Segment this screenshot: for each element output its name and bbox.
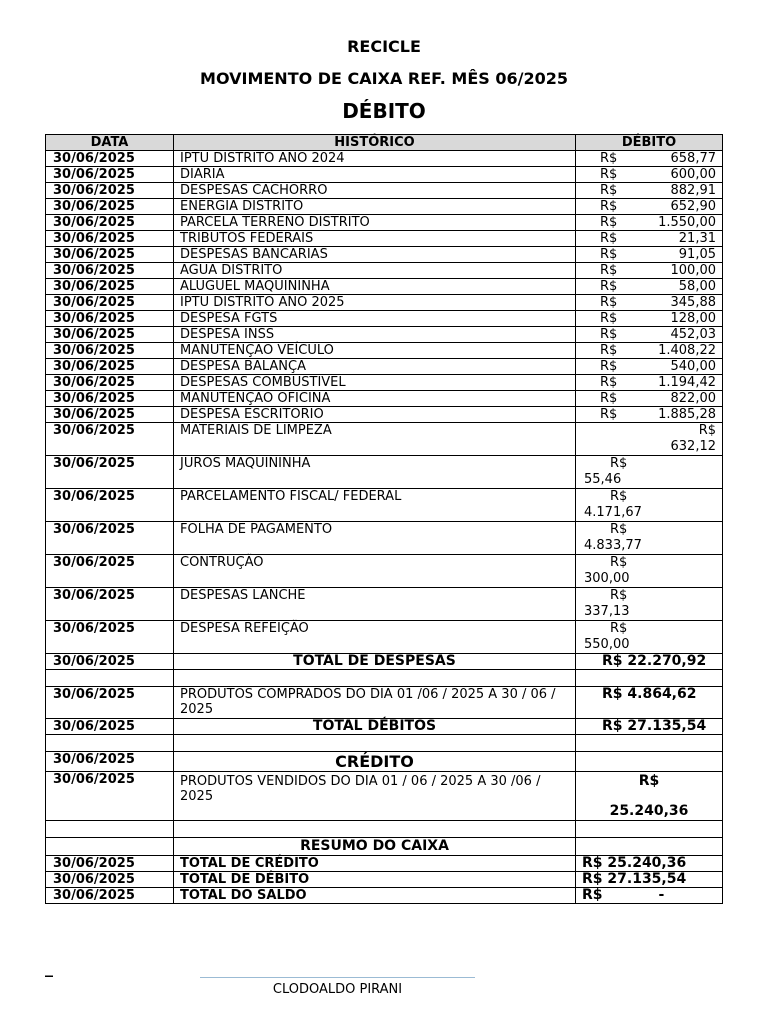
document-subtitle: MOVIMENTO DE CAIXA REF. MÊS 06/2025 bbox=[200, 69, 568, 88]
currency-symbol: R$ bbox=[610, 621, 628, 636]
products-bought-row bbox=[46, 687, 723, 719]
row-date: 30/06/2025 bbox=[46, 489, 174, 522]
row-date: 30/06/2025 bbox=[46, 375, 174, 391]
credit-title: CRÉDITO bbox=[174, 752, 576, 772]
empty-cell bbox=[46, 821, 174, 838]
row-description: DESPESAS BANCARIAS bbox=[174, 247, 576, 263]
row-amount-cell bbox=[576, 231, 723, 247]
table-row bbox=[46, 555, 723, 588]
currency-symbol: R$ bbox=[600, 327, 618, 342]
table-row bbox=[46, 199, 723, 215]
row-date: 30/06/2025 bbox=[46, 872, 174, 888]
amount-value: 658,77 bbox=[670, 151, 716, 166]
amount-value: 25.240,36 bbox=[609, 803, 689, 819]
row-amount-cell bbox=[576, 279, 723, 295]
empty-cell bbox=[46, 670, 174, 687]
summary-row bbox=[46, 888, 723, 904]
row-description: DESPESAS CACHORRO bbox=[174, 183, 576, 199]
row-description: MANUTENÇAO OFICINA bbox=[174, 391, 576, 407]
row-description: DESPESAS COMBUSTIVEL bbox=[174, 375, 576, 391]
amount-value: 100,00 bbox=[670, 263, 716, 278]
row-description: AGUA DISTRITO bbox=[174, 263, 576, 279]
currency-symbol: R$ bbox=[582, 887, 603, 903]
row-date: 30/06/2025 bbox=[46, 772, 174, 821]
amount bbox=[582, 199, 716, 214]
row-description: JUROS MAQUININHA bbox=[174, 456, 576, 489]
amount-value: 128,00 bbox=[670, 311, 716, 326]
amount-value: 337,13 bbox=[584, 604, 630, 619]
row-description: TRIBUTOS FEDERAIS bbox=[174, 231, 576, 247]
currency-symbol: R$ bbox=[600, 343, 618, 358]
total-debits-row-label: TOTAL DÉBITOS bbox=[174, 719, 576, 735]
amount bbox=[582, 279, 716, 294]
row-amount-cell bbox=[576, 311, 723, 327]
currency-symbol: R$ bbox=[698, 423, 716, 438]
amount bbox=[582, 247, 716, 262]
table-row bbox=[46, 215, 723, 231]
currency-symbol: R$ bbox=[610, 489, 628, 504]
row-description: MANUTENÇAO VEÍCULO bbox=[174, 343, 576, 359]
row-description: ENERGIA DISTRITO bbox=[174, 199, 576, 215]
amount bbox=[582, 391, 716, 406]
column-header-debit: DÉBITO bbox=[576, 135, 723, 151]
amount-value: 540,00 bbox=[670, 359, 716, 374]
currency-symbol: R$ bbox=[600, 311, 618, 326]
row-amount-cell bbox=[576, 247, 723, 263]
amount-value: 1.550,00 bbox=[658, 215, 716, 230]
row-date: 30/06/2025 bbox=[46, 522, 174, 555]
table-row bbox=[46, 522, 723, 555]
summary-label: TOTAL DE CRÉDITO bbox=[174, 856, 576, 872]
table-row bbox=[46, 279, 723, 295]
table-row bbox=[46, 391, 723, 407]
row-amount-cell bbox=[576, 489, 723, 522]
row-description: DESPESA ESCRITORIO bbox=[174, 407, 576, 423]
empty-cell bbox=[576, 752, 723, 772]
amount bbox=[582, 215, 716, 230]
row-date: 30/06/2025 bbox=[46, 311, 174, 327]
currency-symbol: R$ bbox=[600, 407, 618, 422]
spacer-row bbox=[46, 735, 723, 752]
table-row bbox=[46, 343, 723, 359]
row-date: 30/06/2025 bbox=[46, 263, 174, 279]
empty-cell bbox=[174, 670, 576, 687]
row-description: DIARIA bbox=[174, 167, 576, 183]
empty-cell bbox=[174, 821, 576, 838]
products-bought-value: R$ 4.864,62 bbox=[576, 687, 723, 719]
amount-value: 4.833,77 bbox=[584, 538, 642, 553]
row-amount-cell bbox=[576, 263, 723, 279]
amount-value: 882,91 bbox=[670, 183, 716, 198]
footer-dash: _ bbox=[45, 958, 53, 977]
summary-label: TOTAL DE DÉBITO bbox=[174, 872, 576, 888]
row-amount-cell bbox=[576, 359, 723, 375]
table-row bbox=[46, 247, 723, 263]
amount-value: 1.194,42 bbox=[658, 375, 716, 390]
currency-symbol: R$ bbox=[600, 295, 618, 310]
credit-header-row bbox=[46, 752, 723, 772]
amount-value: 4.171,67 bbox=[584, 505, 642, 520]
amount-value: 1.885,28 bbox=[658, 407, 716, 422]
amount-value: - bbox=[658, 887, 665, 903]
table-row bbox=[46, 231, 723, 247]
row-date: 30/06/2025 bbox=[46, 588, 174, 621]
table-row bbox=[46, 423, 723, 456]
row-amount-cell bbox=[576, 167, 723, 183]
summary-value-cell: R$ 25.240,36 bbox=[576, 856, 723, 872]
empty-cell bbox=[576, 735, 723, 752]
row-date: 30/06/2025 bbox=[46, 359, 174, 375]
amount-value: 91,05 bbox=[678, 247, 716, 262]
currency-symbol: R$ bbox=[600, 231, 618, 246]
row-date: 30/06/2025 bbox=[46, 215, 174, 231]
currency-symbol: R$ bbox=[638, 773, 660, 789]
empty-cell bbox=[576, 670, 723, 687]
total-debits-row bbox=[46, 719, 723, 735]
amount-value: 632,12 bbox=[670, 439, 716, 454]
row-description: IPTU DISTRITO ANO 2024 bbox=[174, 151, 576, 167]
currency-symbol: R$ bbox=[610, 456, 628, 471]
row-description: MATERIAIS DE LIMPEZA bbox=[174, 423, 576, 456]
amount-value: 300,00 bbox=[584, 571, 630, 586]
summary-value-cell: R$ 27.135,54 bbox=[576, 872, 723, 888]
cash-movement-table bbox=[45, 134, 723, 904]
column-header-date: DATA bbox=[46, 135, 174, 151]
empty-cell bbox=[46, 735, 174, 752]
table-row bbox=[46, 489, 723, 522]
row-description: ALUGUEL MAQUININHA bbox=[174, 279, 576, 295]
row-description: DESPESA BALANÇA bbox=[174, 359, 576, 375]
currency-symbol: R$ bbox=[610, 588, 628, 603]
summary-header-row bbox=[46, 838, 723, 856]
row-amount-cell bbox=[576, 151, 723, 167]
amount bbox=[582, 151, 716, 166]
amount-value: 55,46 bbox=[584, 472, 622, 487]
row-description: PARCELA TERRENO DISTRITO bbox=[174, 215, 576, 231]
currency-symbol: R$ bbox=[600, 391, 618, 406]
spacer-row bbox=[46, 821, 723, 838]
row-amount-cell bbox=[576, 215, 723, 231]
column-header-history: HISTÓRICO bbox=[174, 135, 576, 151]
total-expenses-row-value: R$ 22.270,92 bbox=[576, 654, 723, 670]
amount-value: 600,00 bbox=[670, 167, 716, 182]
table-row bbox=[46, 167, 723, 183]
row-date: 30/06/2025 bbox=[46, 231, 174, 247]
row-date: 30/06/2025 bbox=[46, 555, 174, 588]
row-description: PRODUTOS VENDIDOS DO DIA 01 / 06 / 2025 A 30 /06 / 2025 bbox=[174, 772, 576, 821]
row-amount-cell bbox=[576, 375, 723, 391]
row-date: 30/06/2025 bbox=[46, 151, 174, 167]
amount bbox=[582, 359, 716, 374]
amount-value: 822,00 bbox=[670, 391, 716, 406]
row-date: 30/06/2025 bbox=[46, 752, 174, 772]
amount bbox=[582, 167, 716, 182]
row-date: 30/06/2025 bbox=[46, 295, 174, 311]
row-description: IPTU DISTRITO ANO 2025 bbox=[174, 295, 576, 311]
row-amount-cell bbox=[576, 555, 723, 588]
amount bbox=[582, 343, 716, 358]
table-row bbox=[46, 456, 723, 489]
row-description: DESPESAS LANCHE bbox=[174, 588, 576, 621]
row-description: PARCELAMENTO FISCAL/ FEDERAL bbox=[174, 489, 576, 522]
row-date: 30/06/2025 bbox=[46, 621, 174, 654]
row-amount-cell bbox=[576, 199, 723, 215]
row-amount-cell bbox=[576, 423, 723, 456]
summary-title: RESUMO DO CAIXA bbox=[174, 838, 576, 856]
amount bbox=[582, 311, 716, 326]
summary-value-cell bbox=[576, 888, 723, 904]
row-date: 30/06/2025 bbox=[46, 247, 174, 263]
amount-value: 652,90 bbox=[670, 199, 716, 214]
table-row bbox=[46, 588, 723, 621]
table-row bbox=[46, 263, 723, 279]
amount bbox=[582, 407, 716, 422]
row-date: 30/06/2025 bbox=[46, 888, 174, 904]
row-amount-cell bbox=[576, 456, 723, 489]
table-row bbox=[46, 327, 723, 343]
amount bbox=[582, 263, 716, 278]
row-description: CONTRUÇÃO bbox=[174, 555, 576, 588]
row-description: DESPESA INSS bbox=[174, 327, 576, 343]
amount bbox=[582, 231, 716, 246]
row-date: 30/06/2025 bbox=[46, 687, 174, 719]
currency-symbol: R$ bbox=[600, 247, 618, 262]
company-title: RECICLE bbox=[347, 37, 421, 56]
products-sold-row bbox=[46, 772, 723, 821]
amount-value: 21,31 bbox=[678, 231, 716, 246]
row-amount-cell bbox=[576, 327, 723, 343]
total-debits-row-value: R$ 27.135,54 bbox=[576, 719, 723, 735]
amount bbox=[582, 327, 716, 342]
empty-cell bbox=[576, 821, 723, 838]
row-amount-cell bbox=[576, 295, 723, 311]
row-amount-cell bbox=[576, 391, 723, 407]
row-date: 30/06/2025 bbox=[46, 719, 174, 735]
summary-row bbox=[46, 856, 723, 872]
row-date: 30/06/2025 bbox=[46, 391, 174, 407]
amount-value: 452,03 bbox=[670, 327, 716, 342]
row-amount-cell bbox=[576, 621, 723, 654]
row-date: 30/06/2025 bbox=[46, 407, 174, 423]
row-date: 30/06/2025 bbox=[46, 423, 174, 456]
currency-symbol: R$ bbox=[610, 522, 628, 537]
row-date: 30/06/2025 bbox=[46, 183, 174, 199]
currency-symbol: R$ bbox=[600, 151, 618, 166]
row-description: FOLHA DE PAGAMENTO bbox=[174, 522, 576, 555]
currency-symbol: R$ bbox=[600, 359, 618, 374]
currency-symbol: R$ bbox=[610, 555, 628, 570]
currency-symbol: R$ bbox=[600, 263, 618, 278]
row-amount-cell bbox=[576, 407, 723, 423]
amount bbox=[582, 295, 716, 310]
table-header-row bbox=[46, 135, 723, 151]
table-row bbox=[46, 183, 723, 199]
table-row bbox=[46, 375, 723, 391]
row-date: 30/06/2025 bbox=[46, 167, 174, 183]
total-expenses-row-label: TOTAL DE DESPESAS bbox=[174, 654, 576, 670]
row-amount-cell bbox=[576, 183, 723, 199]
empty-cell bbox=[46, 838, 174, 856]
section-title: DÉBITO bbox=[342, 99, 426, 123]
currency-symbol: R$ bbox=[600, 167, 618, 182]
amount bbox=[582, 375, 716, 390]
currency-symbol: R$ bbox=[600, 183, 618, 198]
currency-symbol: R$ bbox=[600, 375, 618, 390]
amount-value: 58,00 bbox=[678, 279, 716, 294]
row-amount-cell bbox=[576, 522, 723, 555]
table-row bbox=[46, 151, 723, 167]
row-date: 30/06/2025 bbox=[46, 327, 174, 343]
row-date: 30/06/2025 bbox=[46, 279, 174, 295]
empty-cell bbox=[576, 838, 723, 856]
row-date: 30/06/2025 bbox=[46, 343, 174, 359]
summary-label: TOTAL DO SALDO bbox=[174, 888, 576, 904]
empty-cell bbox=[174, 735, 576, 752]
row-amount-cell bbox=[576, 588, 723, 621]
amount bbox=[582, 183, 716, 198]
currency-symbol: R$ bbox=[600, 215, 618, 230]
amount-value: 345,88 bbox=[670, 295, 716, 310]
row-date: 30/06/2025 bbox=[46, 856, 174, 872]
row-description: DESPESA REFEIÇÃO bbox=[174, 621, 576, 654]
table-row bbox=[46, 621, 723, 654]
currency-symbol: R$ bbox=[600, 279, 618, 294]
signature-line bbox=[200, 977, 475, 978]
row-date: 30/06/2025 bbox=[46, 456, 174, 489]
table-row bbox=[46, 295, 723, 311]
row-description: PRODUTOS COMPRADOS DO DIA 01 /06 / 2025 A 30 / 06 / 2025 bbox=[174, 687, 576, 719]
row-description: DESPESA FGTS bbox=[174, 311, 576, 327]
amount-value: 1.408,22 bbox=[658, 343, 716, 358]
signature-name: CLODOALDO PIRANI bbox=[272, 982, 403, 997]
table-row bbox=[46, 359, 723, 375]
currency-symbol: R$ bbox=[600, 199, 618, 214]
amount-value: 550,00 bbox=[584, 637, 630, 652]
products-sold-amount bbox=[576, 772, 723, 821]
total-expenses-row bbox=[46, 654, 723, 670]
table-row bbox=[46, 311, 723, 327]
row-date: 30/06/2025 bbox=[46, 199, 174, 215]
row-date: 30/06/2025 bbox=[46, 654, 174, 670]
row-amount-cell bbox=[576, 343, 723, 359]
summary-row bbox=[46, 872, 723, 888]
table-row bbox=[46, 407, 723, 423]
spacer-row bbox=[46, 670, 723, 687]
